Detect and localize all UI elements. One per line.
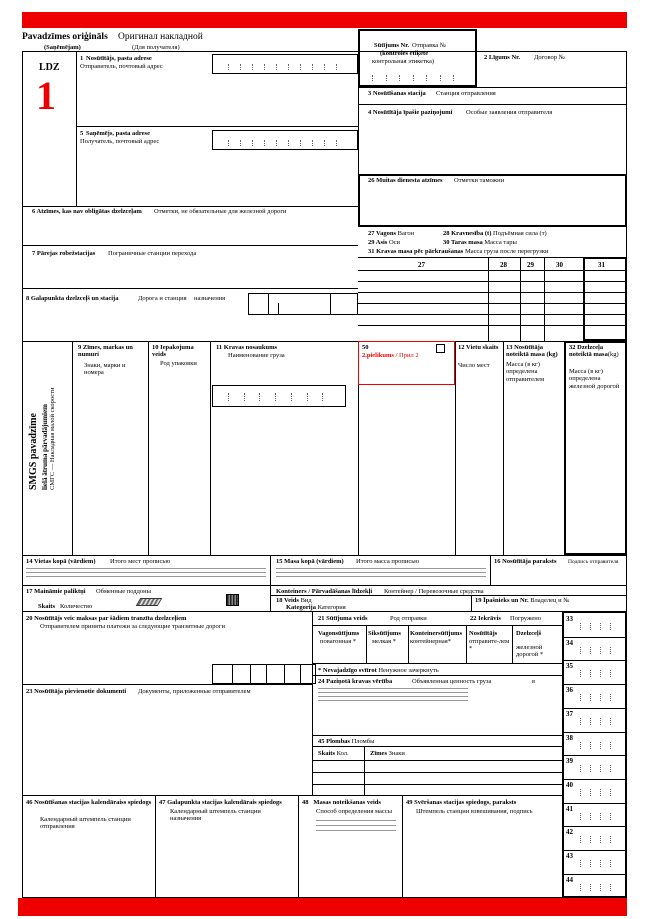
field14-label: 14 Vietas kopā (vārdiem) xyxy=(26,558,96,565)
field50-label: 2.pielikums / Прил 2 xyxy=(362,352,419,359)
charge-input-38[interactable] xyxy=(580,742,620,749)
field17-count-ru: Количество xyxy=(60,603,93,610)
field23-label-ru: Документы, приложенные отправителем xyxy=(138,688,251,695)
field30-label: 30 Taras masa Масса тары xyxy=(443,239,517,246)
title-ru: Оригинал накладной xyxy=(118,32,203,42)
charge-field-35: 35 xyxy=(566,662,573,671)
field48-label-ru: Способ определения массы xyxy=(316,808,393,815)
field8-label-ru: Дорога и станция xyxy=(138,295,187,302)
field46-label-ru: Календарный штемпель станции отправления xyxy=(40,816,131,831)
charge-field-44: 44 xyxy=(566,875,573,884)
field14-label-ru: Итого мест прописью xyxy=(110,558,171,565)
charge-input-40[interactable] xyxy=(580,789,620,796)
charge-field-34: 34 xyxy=(566,638,573,647)
charge-input-41[interactable] xyxy=(580,813,620,820)
shipment-label-ru: Отправка № xyxy=(412,42,446,49)
field13-label-ru: Масса (в кг) определена отправителем xyxy=(506,361,545,383)
charge-field-43: 43 xyxy=(566,852,573,860)
shipment-note-ru: контрольная этикетка) xyxy=(372,58,435,65)
field32-label-ru: Масса (в кг) определена железной дорогой xyxy=(569,368,620,390)
field12-label-ru: Число мест xyxy=(458,362,490,369)
charge-input-37[interactable] xyxy=(580,718,620,725)
field48-label: 48 Masas noteikšanas veids xyxy=(302,799,381,806)
field15-label: 15 Masa kopā (vārdiem) xyxy=(276,558,344,565)
field24-suffix: в xyxy=(532,678,536,685)
field1-label-ru: Отправитель, почтовый адрес xyxy=(80,63,163,70)
loaded-sender[interactable]: Nosūtītājs xyxy=(469,630,498,637)
field7-label: 7 Pārejas robežstacijas xyxy=(32,250,96,257)
field23-label: 23 Nosūtītāja pievienotie dokumenti xyxy=(26,688,127,695)
charge-input-36[interactable] xyxy=(580,694,620,701)
field17-label: 17 Maināmie paliktņi xyxy=(26,588,86,595)
charge-field-41: 41 xyxy=(566,804,573,813)
charge-field-40: 40 xyxy=(566,780,573,789)
charge-input-33[interactable] xyxy=(580,623,620,630)
field6-label-ru: Отметки, не обязательные для железной дороги xyxy=(154,208,287,215)
field32-label: 32 Dzelzceļa noteiktā masa(kg) xyxy=(569,344,619,359)
charge-input-35[interactable] xyxy=(580,670,620,677)
field9-label-ru: Знаки, марки и номера xyxy=(84,362,126,377)
field11-label-ru: Наименование груза xyxy=(228,352,285,359)
destination-code-boxes[interactable] xyxy=(248,293,358,315)
field9-label: 9 Zīmes, markas un numuri xyxy=(78,344,133,359)
charge-field-33: 33 xyxy=(566,615,573,623)
field4-label: 4 Nosūtītāja īpašie paziņojumi xyxy=(368,109,453,116)
side-label: SMGS pavadzīme lielā ātruma pārvadājumiem СМГС — Накладная малой скорости xyxy=(28,387,57,490)
top-red-bar xyxy=(22,12,627,28)
field17-label-ru: Обменные поддоны xyxy=(96,588,152,595)
grid-header-27: 27 xyxy=(418,261,425,269)
charge-input-34[interactable] xyxy=(580,647,620,654)
charge-field-39: 39 xyxy=(566,757,573,766)
strike-note: * Nevajadzīgo svītrot Ненужное зачеркнуть xyxy=(318,667,439,674)
field2-label: 2 Līgums Nr. xyxy=(484,54,521,61)
field3-label: 3 Nosūtīšanas stacija xyxy=(368,90,426,97)
field49-label: 49 Svēršanas stacijas spiedogs, paraksts xyxy=(406,799,517,806)
field1-label: Nosūtītājs, pasta adrese xyxy=(86,55,152,62)
field45-label: 45 Plombas Пломбы xyxy=(318,738,375,745)
charge-field-42: 42 xyxy=(566,828,573,837)
copy-number: 1 xyxy=(36,73,56,118)
field47-label: 47 Galapunkta stacijas kalendārais spiedogs xyxy=(159,799,282,806)
field46-label: 46 Nosūtīšanas stacijas kalendāraiss spiedogs xyxy=(26,799,152,806)
grid-header-31: 31 xyxy=(598,261,605,269)
kind-wagon-ru: повагонная * xyxy=(320,638,357,645)
field5-label-ru: Получатель, почтовый адрес xyxy=(80,138,160,145)
loaded-railway-ru: железной дорогой * xyxy=(516,644,544,659)
field24-label-ru: Объявленная ценность груза xyxy=(412,678,492,685)
title-lv: Pavadzīmes oriģināls xyxy=(22,32,108,42)
field8-label-ru2: назначения xyxy=(194,295,226,302)
kind-small[interactable]: Siksūtījums xyxy=(368,630,401,637)
grid-header-30: 30 xyxy=(556,261,563,269)
field4-label-ru: Особые заявления отправителя xyxy=(466,109,553,116)
field8-label: 8 Galapunkta dzelzceļš un stacija xyxy=(26,295,119,302)
containers-label-ru: Контейнер / Перевозочные средства xyxy=(384,588,484,595)
field2-label-ru: Договор № xyxy=(534,54,565,61)
field45-marks: Zīmes Знаки xyxy=(370,750,405,757)
charge-input-44[interactable] xyxy=(580,884,620,891)
field10-label-ru: Род упаковки xyxy=(160,360,197,367)
kind-container-ru: контейнерная* xyxy=(410,638,451,645)
field10-label: 10 Iepakojuma veids xyxy=(152,344,194,359)
charge-input-42[interactable] xyxy=(580,836,620,843)
field19-label: 19 Īpašnieks un Nr. Владелец и № xyxy=(475,597,570,604)
field50-num: 50 xyxy=(362,344,369,351)
pallet-icon xyxy=(136,598,163,606)
field20-label: 20 Nosūtītājs veic maksas par šādiem tranzīta dzelzceļiem xyxy=(26,615,187,622)
field3-label-ru: Станция отправления xyxy=(436,90,496,97)
field6-label: 6 Atzīmes, kas nav obligātas dzelzceļam xyxy=(32,208,142,215)
kind-small-ru: мелкая * xyxy=(372,638,397,645)
grid-header-29: 29 xyxy=(527,261,534,269)
field21-label: 21 Sūtījuma veids xyxy=(318,615,368,622)
field29-label: 29 Asis Оси xyxy=(368,239,401,246)
kind-container[interactable]: Konteinersūtījums xyxy=(410,630,462,637)
field22-label: 22 Iekrāvis xyxy=(470,615,501,622)
charge-input-43[interactable] xyxy=(580,860,620,867)
loaded-sender-ru: отправите-лем * xyxy=(469,638,510,653)
grid-header-28: 28 xyxy=(500,261,507,269)
field13-label: 13 Nosūtītāja noteiktā masa (kg) xyxy=(506,344,558,359)
field5-label: Saņēmējs, pasta adrese xyxy=(86,130,150,137)
field24-label: 24 Paziņotā kravas vērtība xyxy=(318,678,393,685)
field12-label: 12 Vietu skaits xyxy=(458,344,499,351)
subtitle-lv: (Saņēmējam) xyxy=(44,44,81,51)
kind-wagon[interactable]: Vagonsūtījums xyxy=(318,630,360,637)
charge-field-38: 38 xyxy=(566,733,573,742)
field22-label-ru: Погружено xyxy=(510,615,541,622)
field17-count: Skaits xyxy=(38,603,55,610)
field49-label-ru: Штемпель станции взвешивания, подпись xyxy=(416,808,533,815)
field27-label: 27 Vagons Вагон xyxy=(368,230,415,237)
shipment-label: Sūtījums Nr. xyxy=(374,42,410,49)
containers-label: Konteiners / Pārvadāšanas līdzekļi xyxy=(276,588,373,595)
field11-label: 11 Kravas nosaukums xyxy=(216,344,278,351)
field15-label-ru: Итого масса прописью xyxy=(356,558,420,565)
loaded-railway[interactable]: Dzelzceļš xyxy=(516,630,542,637)
charge-input-39[interactable] xyxy=(580,765,620,772)
field45-count: Skaits Кол. xyxy=(318,750,349,757)
bottom-red-bar xyxy=(18,898,627,916)
field26-label: 26 Muitas dienesta atzīmes xyxy=(368,177,443,184)
field7-label-ru: Пограничные станции перехода xyxy=(108,250,197,257)
field26-label-ru: Отметки таможни xyxy=(454,177,505,184)
field18-label: 18 Veids Вид xyxy=(276,597,312,604)
field18-category: Kategorija Категория xyxy=(286,604,346,611)
carrier-code: LDZ xyxy=(39,62,60,73)
container-icon xyxy=(226,594,239,606)
annex2-checkbox[interactable] xyxy=(436,344,445,353)
field5-num: 5 xyxy=(80,130,84,137)
subtitle-ru: (Для получателя) xyxy=(132,44,180,51)
field1-num: 1 xyxy=(80,55,84,62)
field31-label: 31 Kravas masa pēc pārkraušanas Масса груза после перегрузки xyxy=(368,248,549,255)
field16-label: 16 Nosūtītāja paraksts xyxy=(494,558,557,565)
field47-label-ru: Календарный штемпель станции назначения xyxy=(170,808,261,823)
field16-label-ru: Подпись отправителя xyxy=(568,559,619,565)
field20-label-ru: Отправителем приняты платежи за следующие транзитные дороги xyxy=(40,623,225,630)
charge-field-37: 37 xyxy=(566,709,573,718)
charge-field-36: 36 xyxy=(566,686,573,695)
field28-label: 28 Kravnesība (t) Подъёмная сила (т) xyxy=(443,230,547,237)
shipment-note: (kontroles etiķete xyxy=(380,50,429,57)
field21-label-ru: Род отправки xyxy=(390,615,427,622)
